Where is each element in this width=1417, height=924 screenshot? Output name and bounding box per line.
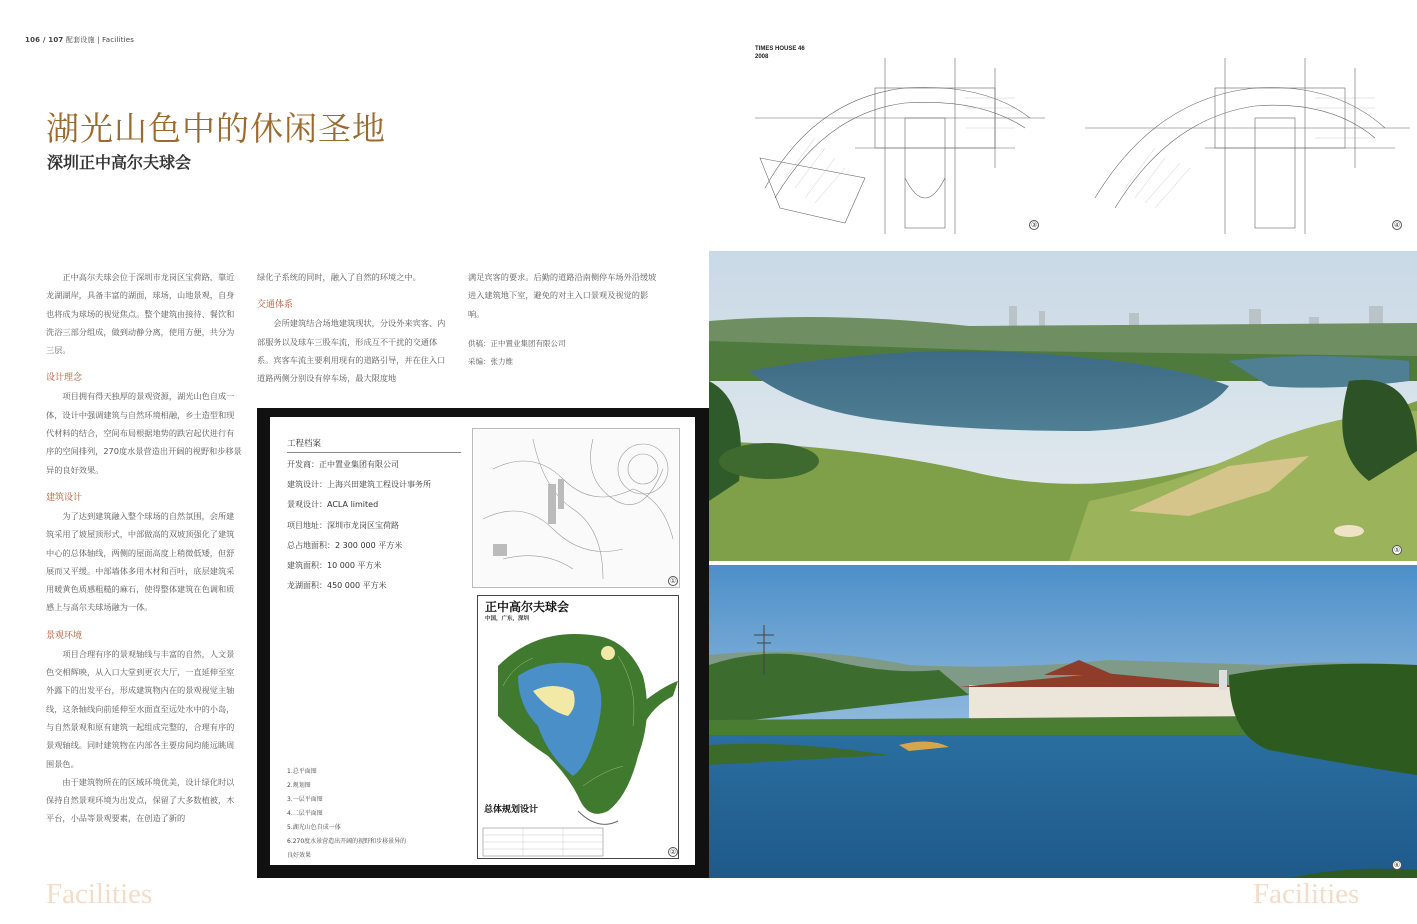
floor-plan-level-1 — [755, 58, 1045, 234]
archive-item: 项目地址：深圳市龙岗区宝荷路 — [287, 520, 399, 530]
archive-item: 建筑面积：10 000 平方米 — [287, 561, 382, 571]
archive-item: 龙湖面积：450 000 平方米 — [287, 581, 387, 591]
lake-panorama-photo — [709, 251, 1417, 561]
figure-legend — [287, 765, 407, 863]
clubhouse-lake-photo — [709, 565, 1417, 878]
archive-item: 建筑设计：上海兴田建筑工程设计事务所 — [287, 480, 431, 490]
landscape-paragraph-2: 由于建筑物所在的区域环境优美，设计绿化时以保持自然景观环境为出发点，保留了大多数植被，木平台，小品等景观要素，在创造了新的 — [46, 776, 235, 824]
text-column-2 — [257, 268, 453, 387]
master-plan-image — [477, 595, 679, 859]
architecture-paragraph: 为了达到建筑融入整个球场的自然氛围，会所建筑采用了坡屋顶形式，中部做高的双坡顶强化了建筑中心的总体轴线，两侧的屋面高度上稍微低矮，但舒展而又平缓。中部墙体多用木材和百叶，底层建筑采用暖黄色质感粗糙的麻石，使得整体建筑在色调和质感上与高尔夫球场融为一体。 — [46, 510, 235, 613]
legend-item: 5.湖光山色自成一体 — [287, 824, 341, 831]
archive-item: 开发商：正中置业集团有限公司 — [287, 460, 399, 469]
figure-number: ① — [669, 577, 677, 585]
figure-number: ⑤ — [1393, 546, 1401, 554]
continued-paragraph: 绿化子系统的同时，融入了自然的环境之中。 — [257, 272, 421, 282]
article-subtitle: 深圳正中高尔夫球会 — [47, 153, 192, 172]
design-paragraph: 项目拥有得天独厚的景观资源，湖光山色自成一体，设计中强调建筑与自然环境相融，乡土造型和现代材料的结合，空间布局根据地势的跌宕起伏进行有序的空间排列，270度水景营造出开阔的视野和步移景异的良好效果。 — [46, 391, 242, 475]
legend-item: 6.270度水景营造出开阔的视野和步移景异的良好效果 — [287, 838, 407, 859]
supply-credit: 供稿：正中置业集团有限公司 — [468, 338, 566, 348]
figure-number: ② — [669, 848, 677, 856]
master-plan-caption: 总体规划设计 — [484, 805, 539, 815]
landscape-paragraph: 项目合理有序的景观轴线与丰富的自然，人文景色交相辉映，从入口大堂到更衣大厅，一直延伸至室外露下的出发平台，形成建筑物内在的景观视觉主轴线，这条轴线向前延伸至水面直至远处水中的小岛，与自然景观和原有建筑一起组成完整的，合理有序的景观轴线。同时建筑物在内部各主要房间均能远眺周围景色。 — [46, 648, 235, 769]
editor-credit: 采编：张力维 — [468, 357, 513, 367]
divider — [287, 452, 461, 453]
footer-section-label-right: Facilities — [1253, 878, 1360, 910]
legend-item: 3.一层平面图 — [287, 796, 323, 803]
master-plan-location: 中国，广东，深圳 — [485, 616, 530, 622]
heading-landscape: 景观环境 — [46, 630, 83, 641]
legend-item: 4.二层平面图 — [287, 810, 323, 817]
text-column-1 — [46, 268, 242, 828]
heading-design: 设计理念 — [46, 373, 83, 384]
traffic-paragraph: 会所建筑结合场地建筑现状，分设外来宾客、内部服务以及球车三股车流，形成互不干扰的交通体系。宾客车流主要利用现有的道路引导，并在住入口道路两侧分别设有停车场，最大限度地 — [257, 318, 446, 384]
continued-paragraph: 满足宾客的要求。后勤的道路沿南侧停车场外沿缓坡进入建筑地下室，避免的对主入口景观及视觉的影响。 — [468, 272, 657, 319]
article-title: 湖光山色中的休闲圣地 — [46, 109, 386, 148]
floor-plan-level-2 — [1085, 58, 1410, 234]
archive-item: 景观设计：ACLA limited — [287, 500, 379, 510]
heading-architecture: 建筑设计 — [46, 492, 83, 503]
site-plan-image — [472, 428, 680, 588]
figure-number: ③ — [1030, 221, 1038, 229]
magazine-name: TIMES HOUSE 46 — [755, 46, 805, 52]
legend-item: 2.规划图 — [287, 782, 311, 789]
archive-title: 工程档案 — [287, 439, 322, 449]
legend-item: 1.总平面图 — [287, 768, 317, 775]
page-header: 106 / 107 配套设施 | Facilities — [25, 36, 135, 44]
section-name-en: Facilities — [102, 36, 135, 44]
figure-number: ⑥ — [1393, 861, 1401, 869]
heading-traffic: 交通体系 — [257, 300, 294, 311]
master-plan-title: 正中高尔夫球会 — [485, 600, 570, 614]
figure-number: ④ — [1393, 221, 1401, 229]
page-numbers: 106 / 107 — [25, 36, 64, 44]
footer-section-label-left: Facilities — [46, 878, 153, 910]
intro-paragraph: 正中高尔夫球会位于深圳市龙岗区宝荷路，靠近龙湖湖岸，具备丰富的湖面，球场，山地景观，自身也将成为球场的视觉焦点。整个建筑由接待、餐饮和洗浴三部分组成，做到动静分离，使用方便，共分为三层。 — [46, 272, 235, 356]
text-column-3 — [468, 268, 664, 371]
archive-item: 总占地面积：2 300 000 平方米 — [287, 540, 403, 550]
archive-list — [287, 455, 431, 596]
magazine-year: 2008 — [755, 54, 769, 60]
section-name: 配套设施 — [65, 36, 95, 44]
